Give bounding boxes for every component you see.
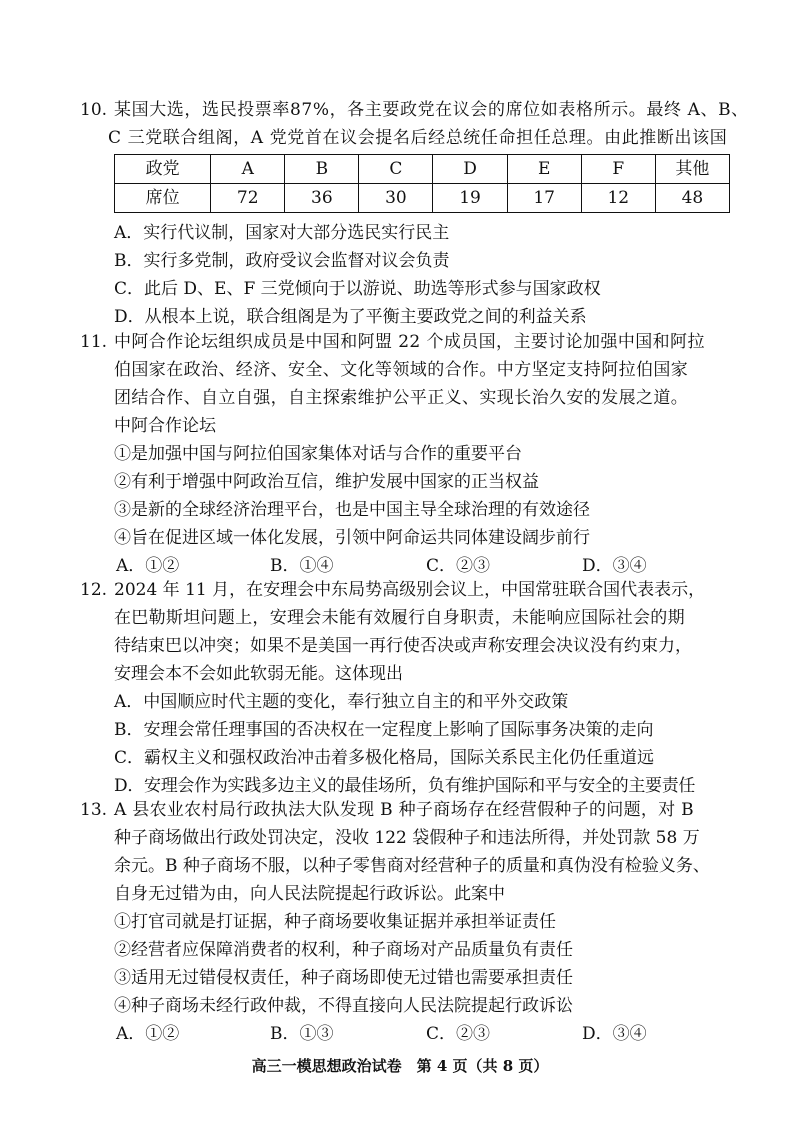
question-stem-line: 2024 年 11 月，在安理会中东局势高级别会议上，中国常驻联合国代表表示， (114, 580, 706, 600)
answer-choices (80, 1020, 730, 1048)
statement-3: ③适用无过错侵权责任，种子商场即使无过错也需要承担责任 (114, 968, 573, 988)
question-11 (80, 328, 730, 580)
question-stem-line: 伯国家在政治、经济、安全、文化等领域的合作。中方坚定支持阿拉伯国家 (114, 360, 689, 380)
choice-a: A．①② (116, 1024, 180, 1044)
question-number: 10. (80, 100, 108, 120)
table-cell: 30 (359, 184, 433, 213)
seat-table (114, 154, 730, 213)
question-stem-line: 中阿合作论坛 (114, 416, 216, 436)
option-b: B．安理会常任理事国的否决权在一定程度上影响了国际事务决策的走向 (114, 720, 654, 740)
statement-2: ②有利于增强中阿政治互信，维护发展中国家的正当权益 (114, 472, 539, 492)
table-cell: 其他 (655, 155, 729, 184)
question-stem-line: 安理会本不会如此软弱无能。这体现出 (114, 664, 403, 684)
question-stem-line: A 县农业农村局行政执法大队发现 B 种子商场存在经营假种子的问题，对 B (114, 800, 694, 820)
option-d: D．从根本上说，联合组阁是为了平衡主要政党之间的利益关系 (114, 307, 587, 327)
table-cell: C (359, 155, 433, 184)
table-cell: B (285, 155, 359, 184)
option-d: D．安理会作为实践多边主义的最佳场所，负有维护国际和平与安全的主要责任 (114, 776, 696, 796)
statement-2: ②经营者应保障消费者的权利，种子商场对产品质量负有责任 (114, 940, 573, 960)
table-cell: E (507, 155, 581, 184)
question-13 (80, 796, 730, 1048)
choice-a: A．①② (116, 556, 180, 576)
question-12 (80, 576, 730, 800)
table-cell: 12 (581, 184, 655, 213)
statement-4: ④种子商场未经行政仲裁，不得直接向人民法院提起行政诉讼 (114, 996, 573, 1016)
question-stem-line: 自身无过错为由，向人民法院提起行政诉讼。此案中 (114, 884, 505, 904)
question-stem-line: 中阿合作论坛组织成员是中国和阿盟 22 个成员国，主要讨论加强中国和阿拉 (114, 332, 705, 352)
choice-c: C．②③ (426, 1024, 491, 1044)
table-cell: 36 (285, 184, 359, 213)
option-c: C．此后 D、E、F 三党倾向于以游说、助选等形式参与国家政权 (114, 279, 601, 299)
choice-d: D．③④ (582, 556, 647, 576)
question-stem-line: 团结合作、自立自强，自主探索维护公平正义、实现长治久安的发展之道。 (114, 388, 689, 408)
statement-4: ④旨在促进区域一体化发展，引领中阿命运共同体建设阔步前行 (114, 528, 590, 548)
table-cell: 17 (507, 184, 581, 213)
statement-3: ③是新的全球经济治理平台，也是中国主导全球治理的有效途径 (114, 500, 590, 520)
page-footer: 高三一模思想政治试卷 第 4 页（共 8 页） (251, 1057, 549, 1075)
table-cell: 72 (211, 184, 285, 213)
option-b: B．实行多党制，政府受议会监督对议会负责 (114, 251, 450, 271)
statement-1: ①打官司就是打证据，种子商场要收集证据并承担举证责任 (114, 912, 556, 932)
table-cell: D (433, 155, 507, 184)
question-stem-line: 余元。B 种子商场不服，以种子零售商对经营种子的质量和真伪没有检验义务、 (114, 856, 710, 876)
question-stem-line: 待结束巴以冲突；如果不是美国一再行使否决或声称安理会决议没有约束力， (114, 636, 692, 656)
table-row (115, 184, 730, 213)
question-number: 11. (80, 332, 108, 352)
option-a: A．实行代议制，国家对大部分选民实行民主 (114, 223, 450, 243)
question-stem-line: C 三党联合组阁，A 党党首在议会提名后经总统任命担任总理。由此推断出该国 (108, 128, 728, 148)
question-stem-line: 某国大选，选民投票率87%，各主要政党在议会的席位如表格所示。最终 A、B、 (114, 100, 749, 120)
table-cell: F (581, 155, 655, 184)
question-number: 13. (80, 800, 108, 820)
choice-b: B．①③ (270, 1024, 334, 1044)
table-cell: A (211, 155, 285, 184)
table-cell: 48 (655, 184, 729, 213)
table-header-cell: 席位 (115, 184, 211, 213)
table-cell: 19 (433, 184, 507, 213)
table-row (115, 155, 730, 184)
table-header-cell: 政党 (115, 155, 211, 184)
choice-b: B．①④ (270, 556, 334, 576)
question-number: 12. (80, 580, 108, 600)
statement-1: ①是加强中国与阿拉伯国家集体对话与合作的重要平台 (114, 444, 522, 464)
question-stem-line: 在巴勒斯坦问题上，安理会未能有效履行自身职责，未能响应国际社会的期 (114, 608, 685, 628)
choice-d: D．③④ (582, 1024, 647, 1044)
choice-c: C．②③ (426, 556, 491, 576)
question-10 (80, 96, 749, 331)
option-a: A．中国顺应时代主题的变化，奉行独立自主的和平外交政策 (114, 692, 569, 712)
option-c: C．霸权主义和强权政治冲击着多极化格局，国际关系民主化仍任重道远 (114, 748, 655, 768)
question-stem-line: 种子商场做出行政处罚决定，没收 122 袋假种子和违法所得，并处罚款 58 万 (114, 828, 700, 848)
